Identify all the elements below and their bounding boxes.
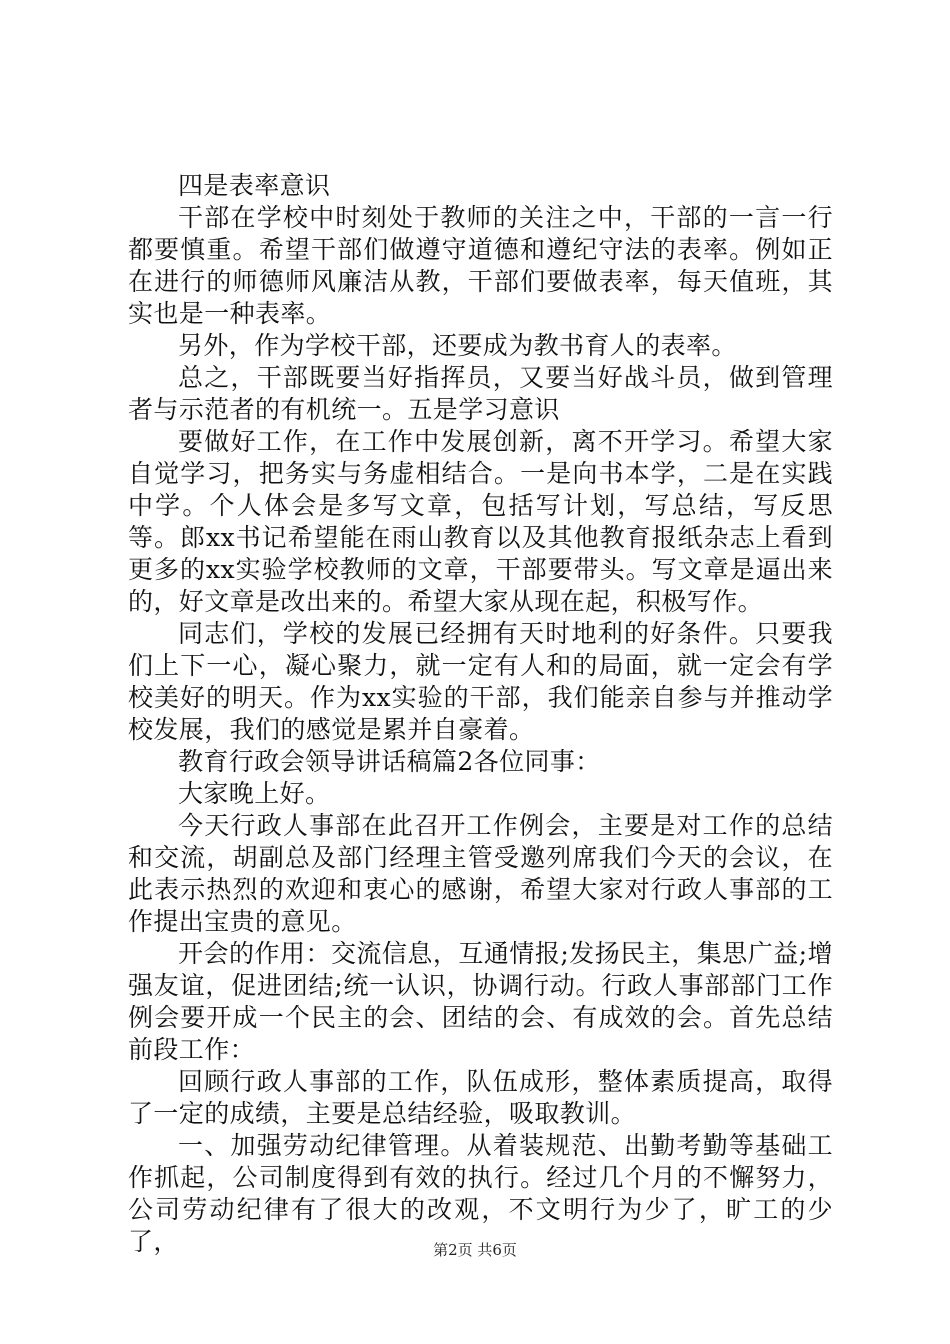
paragraph: 今天行政人事部在此召开工作例会，主要是对工作的总结和交流，胡副总及部门经理主管受邀列席我们今天的会议，在此表示热烈的欢迎和衷心的感谢，希望大家对行政人事部的工作提出宝贵的意见。 bbox=[128, 811, 833, 936]
paragraph-section-title: 教育行政会领导讲话稿篇2各位同事： bbox=[178, 747, 601, 776]
paragraph: 要做好工作，在工作中发展创新，离不开学习。希望大家自觉学习，把务实与务虚相结合。一是向书本学，二是在实践中学。个人体会是多写文章，包括写计划，写总结，写反思等。郎xx书记希望能在雨山教育以及其他教育报纸杂志上看到更多的xx实验学校教师的文章，干部要带头。写文章是逼出来的，好文章是改出来的。希望大家从现在起，积极写作。 bbox=[128, 427, 833, 616]
paragraph: 回顾行政人事部的工作，队伍成形，整体素质提高，取得了一定的成绩，主要是总结经验，吸取教训。 bbox=[128, 1067, 833, 1128]
paragraph: 另外，作为学校干部，还要成为教书育人的表率。 bbox=[178, 331, 737, 360]
paragraph: 干部在学校中时刻处于教师的关注之中，干部的一言一行都要慎重。希望干部们做遵守道德和遵纪守法的表率。例如正在进行的师德师风廉洁从教，干部们要做表率，每天值班，其实也是一种表率。 bbox=[128, 203, 833, 328]
paragraph: 总之，干部既要当好指挥员，又要当好战斗员，做到管理者与示范者的有机统一。五是学习意识 bbox=[128, 363, 833, 424]
paragraph: 同志们，学校的发展已经拥有天时地利的好条件。只要我们上下一心，凝心聚力，就一定有人和的局面，就一定会有学校美好的明天。作为xx实验的干部，我们能亲自参与并推动学校发展，我们的感觉是累并自豪着。 bbox=[128, 619, 833, 744]
page-number-footer: 第2页 共6页 bbox=[433, 1241, 517, 1259]
paragraph-greeting: 大家晚上好。 bbox=[178, 779, 331, 808]
paragraph: 开会的作用：交流信息，互通情报;发扬民主，集思广益;增强友谊，促进团结;统一认识，协调行动。行政人事部部门工作例会要开成一个民主的会、团结的会、有成效的会。首先总结前段工作： bbox=[128, 939, 833, 1064]
paragraph: 一、加强劳动纪律管理。从着装规范、出勤考勤等基础工作抓起，公司制度得到有效的执行。经过几个月的不懈努力，公司劳动纪律有了很大的改观，不文明行为少了，旷工的少了， bbox=[128, 1131, 833, 1256]
document-body bbox=[128, 170, 833, 1258]
paragraph-heading-4: 四是表率意识 bbox=[178, 171, 331, 200]
